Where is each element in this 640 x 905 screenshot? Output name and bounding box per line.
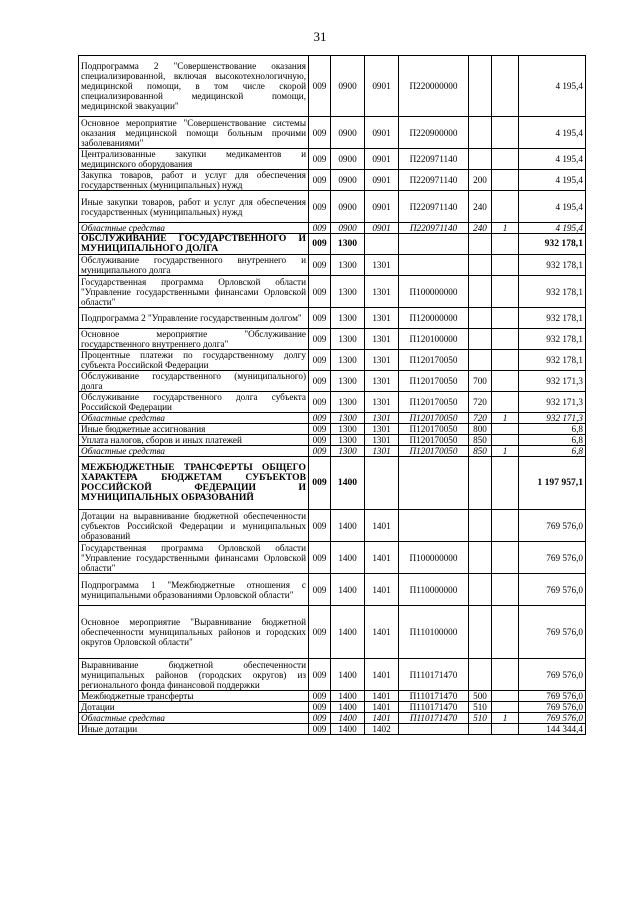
table-row	[79, 724, 586, 735]
cell-subsection: 0901	[365, 149, 399, 170]
cell-src	[492, 724, 519, 735]
cell-section: 0900	[331, 191, 365, 223]
cell-src	[492, 329, 519, 350]
cell-src	[492, 117, 519, 149]
table-row	[79, 702, 586, 713]
cell-amount: 144 344,4	[519, 724, 586, 735]
cell-admin: 009	[309, 702, 331, 713]
cell-section: 1400	[331, 691, 365, 702]
cell-src	[492, 276, 519, 308]
cell-section: 0900	[331, 170, 365, 191]
cell-vr	[469, 542, 492, 574]
cell-section: 1400	[331, 659, 365, 691]
cell-amount: 4 195,4	[519, 56, 586, 117]
cell-src	[492, 424, 519, 435]
cell-vr	[469, 149, 492, 170]
cell-name: Областные средства	[79, 446, 309, 457]
cell-src	[492, 457, 519, 510]
cell-src	[492, 510, 519, 542]
cell-subsection: 1401	[365, 691, 399, 702]
table-row	[79, 276, 586, 308]
cell-name: Иные закупки товаров, работ и услуг для обеспечения государственных (муниципальных) нужд	[79, 191, 309, 223]
cell-section: 1300	[331, 255, 365, 276]
table-row	[79, 606, 586, 659]
cell-name: Централизованные закупки медикаментов и медицинского оборудования	[79, 149, 309, 170]
cell-amount: 6,8	[519, 446, 586, 457]
cell-target	[399, 457, 469, 510]
cell-vr	[469, 56, 492, 117]
cell-admin: 009	[309, 713, 331, 724]
cell-target: П120100000	[399, 329, 469, 350]
page-number: 31	[313, 29, 327, 44]
cell-section: 1400	[331, 574, 365, 606]
cell-target: П220971140	[399, 191, 469, 223]
cell-amount: 932 171,3	[519, 413, 586, 424]
cell-name: Дотации на выравнивание бюджетной обеспеченности субъектов Российской Федерации и муниципальных образований	[79, 510, 309, 542]
cell-name: МЕЖБЮДЖЕТНЫЕ ТРАНСФЕРТЫ ОБЩЕГО ХАРАКТЕРА БЮДЖЕТАМ СУБЪЕКТОВ РОССИЙСКОЙ ФЕДЕРАЦИИ И МУНИЦИПАЛЬНЫХ ОБРАЗОВАНИЙ	[79, 457, 309, 510]
cell-section: 1400	[331, 713, 365, 724]
cell-vr: 510	[469, 702, 492, 713]
cell-subsection: 1301	[365, 255, 399, 276]
cell-target: П120000000	[399, 308, 469, 329]
cell-subsection: 1301	[365, 329, 399, 350]
cell-src: 1	[492, 413, 519, 424]
cell-amount: 769 576,0	[519, 606, 586, 659]
cell-name: Иные дотации	[79, 724, 309, 735]
cell-src	[492, 371, 519, 392]
cell-target: П120170050	[399, 413, 469, 424]
cell-target: П220000000	[399, 56, 469, 117]
cell-name: Областные средства	[79, 223, 309, 234]
table-row	[79, 255, 586, 276]
cell-subsection: 1401	[365, 574, 399, 606]
table-row	[79, 223, 586, 234]
cell-section: 1300	[331, 234, 365, 255]
cell-section: 1300	[331, 371, 365, 392]
cell-amount: 4 195,4	[519, 117, 586, 149]
cell-admin: 009	[309, 234, 331, 255]
cell-vr	[469, 724, 492, 735]
cell-section: 1400	[331, 457, 365, 510]
cell-name: Межбюджетные трансферты	[79, 691, 309, 702]
table-row	[79, 149, 586, 170]
cell-target: П120170050	[399, 435, 469, 446]
cell-amount: 4 195,4	[519, 191, 586, 223]
cell-admin: 009	[309, 117, 331, 149]
table-row	[79, 371, 586, 392]
cell-name: Основное мероприятие "Выравнивание бюджетной обеспеченности муниципальных районов и городских округов Орловской области"	[79, 606, 309, 659]
cell-section: 0900	[331, 223, 365, 234]
cell-section: 1400	[331, 724, 365, 735]
cell-admin: 009	[309, 457, 331, 510]
cell-subsection: 1401	[365, 542, 399, 574]
table-row	[79, 392, 586, 413]
cell-vr: 240	[469, 223, 492, 234]
cell-section: 0900	[331, 149, 365, 170]
cell-src	[492, 606, 519, 659]
cell-admin: 009	[309, 574, 331, 606]
cell-src	[492, 255, 519, 276]
table-row	[79, 574, 586, 606]
cell-section: 1300	[331, 446, 365, 457]
cell-admin: 009	[309, 392, 331, 413]
cell-amount: 769 576,0	[519, 659, 586, 691]
cell-amount: 6,8	[519, 435, 586, 446]
cell-section: 1300	[331, 392, 365, 413]
table-row	[79, 234, 586, 255]
cell-amount: 932 171,3	[519, 392, 586, 413]
cell-subsection: 1301	[365, 435, 399, 446]
budget-table	[78, 55, 586, 735]
cell-section: 1300	[331, 435, 365, 446]
table-row	[79, 457, 586, 510]
cell-name: Выравнивание бюджетной обеспеченности муниципальных районов (городских округов) из регионального фонда финансовой поддержки	[79, 659, 309, 691]
cell-admin: 009	[309, 691, 331, 702]
cell-admin: 009	[309, 446, 331, 457]
cell-name: Иные бюджетные ассигнования	[79, 424, 309, 435]
cell-name: ОБСЛУЖИВАНИЕ ГОСУДАРСТВЕННОГО И МУНИЦИПАЛЬНОГО ДОЛГА	[79, 234, 309, 255]
cell-admin: 009	[309, 424, 331, 435]
cell-vr	[469, 457, 492, 510]
cell-src	[492, 542, 519, 574]
cell-admin: 009	[309, 435, 331, 446]
cell-target: П100000000	[399, 276, 469, 308]
cell-src	[492, 308, 519, 329]
cell-vr: 800	[469, 424, 492, 435]
cell-vr	[469, 510, 492, 542]
cell-target	[399, 234, 469, 255]
cell-src	[492, 435, 519, 446]
cell-section: 1300	[331, 329, 365, 350]
cell-subsection: 0901	[365, 191, 399, 223]
cell-subsection	[365, 457, 399, 510]
cell-src	[492, 691, 519, 702]
cell-admin: 009	[309, 191, 331, 223]
cell-section: 1400	[331, 702, 365, 713]
cell-admin: 009	[309, 350, 331, 371]
table-row	[79, 308, 586, 329]
table-row	[79, 413, 586, 424]
cell-vr: 240	[469, 191, 492, 223]
cell-name: Подпрограмма 2 "Совершенствование оказания специализированной, включая высокотехнологичную, медицинской помощи, в том числе скорой специализированной медицинской помощи, медицинской эвакуации"	[79, 56, 309, 117]
cell-vr: 720	[469, 413, 492, 424]
cell-target: П120170050	[399, 350, 469, 371]
cell-subsection: 1401	[365, 659, 399, 691]
cell-amount: 769 576,0	[519, 574, 586, 606]
cell-amount: 4 195,4	[519, 223, 586, 234]
cell-vr	[469, 350, 492, 371]
cell-subsection: 1301	[365, 350, 399, 371]
cell-subsection: 1301	[365, 276, 399, 308]
cell-subsection: 0901	[365, 56, 399, 117]
cell-section: 1300	[331, 424, 365, 435]
cell-src	[492, 350, 519, 371]
cell-admin: 009	[309, 510, 331, 542]
cell-subsection: 1401	[365, 713, 399, 724]
cell-admin: 009	[309, 413, 331, 424]
cell-target: П110171470	[399, 702, 469, 713]
cell-src	[492, 149, 519, 170]
cell-src: 1	[492, 446, 519, 457]
cell-vr	[469, 276, 492, 308]
cell-admin: 009	[309, 659, 331, 691]
cell-section: 1400	[331, 510, 365, 542]
cell-target: П110171470	[399, 691, 469, 702]
cell-section: 1400	[331, 606, 365, 659]
cell-section: 1400	[331, 542, 365, 574]
cell-section: 1300	[331, 413, 365, 424]
cell-section: 1300	[331, 350, 365, 371]
cell-admin: 009	[309, 255, 331, 276]
cell-target	[399, 510, 469, 542]
table-row	[79, 56, 586, 117]
cell-vr: 500	[469, 691, 492, 702]
cell-vr: 700	[469, 371, 492, 392]
table-row	[79, 191, 586, 223]
cell-src	[492, 56, 519, 117]
cell-name: Областные средства	[79, 713, 309, 724]
cell-vr	[469, 255, 492, 276]
cell-target: П220971140	[399, 170, 469, 191]
cell-target: П120170050	[399, 371, 469, 392]
cell-section: 1300	[331, 276, 365, 308]
cell-admin: 009	[309, 170, 331, 191]
cell-vr	[469, 659, 492, 691]
cell-target: П220971140	[399, 223, 469, 234]
cell-name: Процентные платежи по государственному долгу субъекта Российской Федерации	[79, 350, 309, 371]
cell-subsection: 0901	[365, 117, 399, 149]
cell-subsection: 1401	[365, 702, 399, 713]
cell-target: П110100000	[399, 606, 469, 659]
table-row	[79, 424, 586, 435]
cell-subsection: 0901	[365, 223, 399, 234]
cell-amount: 4 195,4	[519, 149, 586, 170]
table-row	[79, 435, 586, 446]
cell-amount: 4 195,4	[519, 170, 586, 191]
cell-subsection: 1401	[365, 606, 399, 659]
cell-target: П110171470	[399, 659, 469, 691]
cell-admin: 009	[309, 223, 331, 234]
cell-amount: 932 178,1	[519, 329, 586, 350]
cell-name: Закупка товаров, работ и услуг для обеспечения государственных (муниципальных) нужд	[79, 170, 309, 191]
table-row	[79, 350, 586, 371]
cell-amount: 932 178,1	[519, 350, 586, 371]
cell-name: Обслуживание государственного (муниципального) долга	[79, 371, 309, 392]
cell-admin: 009	[309, 371, 331, 392]
cell-admin: 009	[309, 329, 331, 350]
cell-target	[399, 724, 469, 735]
cell-src: 1	[492, 223, 519, 234]
cell-section: 1300	[331, 308, 365, 329]
cell-admin: 009	[309, 276, 331, 308]
cell-name: Подпрограмма 1 "Межбюджетные отношения с муниципальными образованиями Орловской области"	[79, 574, 309, 606]
cell-amount: 769 576,0	[519, 542, 586, 574]
cell-src	[492, 574, 519, 606]
cell-vr	[469, 574, 492, 606]
cell-src	[492, 170, 519, 191]
table-row	[79, 117, 586, 149]
cell-section: 0900	[331, 56, 365, 117]
cell-subsection: 1301	[365, 413, 399, 424]
cell-amount: 769 576,0	[519, 702, 586, 713]
table-row	[79, 329, 586, 350]
cell-admin: 009	[309, 542, 331, 574]
cell-vr	[469, 234, 492, 255]
cell-target: П220900000	[399, 117, 469, 149]
cell-name: Основное мероприятие "Обслуживание государственного внутреннего долга"	[79, 329, 309, 350]
cell-name: Уплата налогов, сборов и иных платежей	[79, 435, 309, 446]
cell-subsection: 1301	[365, 392, 399, 413]
cell-name: Государственная программа Орловской области "Управление государственными финансами Орловской области"	[79, 542, 309, 574]
cell-target: П100000000	[399, 542, 469, 574]
cell-vr	[469, 606, 492, 659]
cell-subsection	[365, 234, 399, 255]
cell-vr: 510	[469, 713, 492, 724]
cell-vr: 850	[469, 446, 492, 457]
cell-name: Дотации	[79, 702, 309, 713]
cell-vr	[469, 308, 492, 329]
cell-src	[492, 234, 519, 255]
cell-src	[492, 659, 519, 691]
cell-target: П120170050	[399, 446, 469, 457]
table-row	[79, 446, 586, 457]
cell-subsection: 1301	[365, 446, 399, 457]
cell-subsection: 1402	[365, 724, 399, 735]
table-row	[79, 510, 586, 542]
cell-amount: 769 576,0	[519, 510, 586, 542]
cell-name: Основное мероприятие "Совершенствование системы оказания медицинской помощи больным прочими заболеваниями"	[79, 117, 309, 149]
cell-admin: 009	[309, 56, 331, 117]
cell-name: Подпрограмма 2 "Управление государственным долгом"	[79, 308, 309, 329]
cell-src	[492, 392, 519, 413]
cell-amount: 769 576,0	[519, 691, 586, 702]
table-row	[79, 713, 586, 724]
cell-target: П220971140	[399, 149, 469, 170]
cell-target: П110171470	[399, 713, 469, 724]
table-row	[79, 170, 586, 191]
cell-amount: 769 576,0	[519, 713, 586, 724]
cell-admin: 009	[309, 149, 331, 170]
table-row	[79, 659, 586, 691]
cell-amount: 932 178,1	[519, 234, 586, 255]
cell-vr: 200	[469, 170, 492, 191]
cell-subsection: 1401	[365, 510, 399, 542]
cell-name: Обслуживание государственного долга субъекта Российской Федерации	[79, 392, 309, 413]
cell-amount: 932 178,1	[519, 276, 586, 308]
cell-vr: 850	[469, 435, 492, 446]
cell-target: П110000000	[399, 574, 469, 606]
cell-amount: 932 171,3	[519, 371, 586, 392]
cell-src	[492, 191, 519, 223]
cell-admin: 009	[309, 308, 331, 329]
cell-admin: 009	[309, 724, 331, 735]
cell-name: Областные средства	[79, 413, 309, 424]
cell-amount: 1 197 957,1	[519, 457, 586, 510]
cell-vr	[469, 329, 492, 350]
cell-subsection: 1301	[365, 424, 399, 435]
cell-src	[492, 702, 519, 713]
cell-subsection: 1301	[365, 308, 399, 329]
cell-src: 1	[492, 713, 519, 724]
cell-subsection: 0901	[365, 170, 399, 191]
cell-name: Государственная программа Орловской области "Управление государственными финансами Орловской области"	[79, 276, 309, 308]
cell-target: П120170050	[399, 392, 469, 413]
cell-target	[399, 255, 469, 276]
cell-name: Обслуживание государственного внутреннего и муниципального долга	[79, 255, 309, 276]
cell-admin: 009	[309, 606, 331, 659]
table-row	[79, 542, 586, 574]
cell-section: 0900	[331, 117, 365, 149]
cell-amount: 932 178,1	[519, 308, 586, 329]
cell-amount: 6,8	[519, 424, 586, 435]
cell-vr: 720	[469, 392, 492, 413]
cell-vr	[469, 117, 492, 149]
cell-subsection: 1301	[365, 371, 399, 392]
table-row	[79, 691, 586, 702]
cell-amount: 932 178,1	[519, 255, 586, 276]
cell-target: П120170050	[399, 424, 469, 435]
